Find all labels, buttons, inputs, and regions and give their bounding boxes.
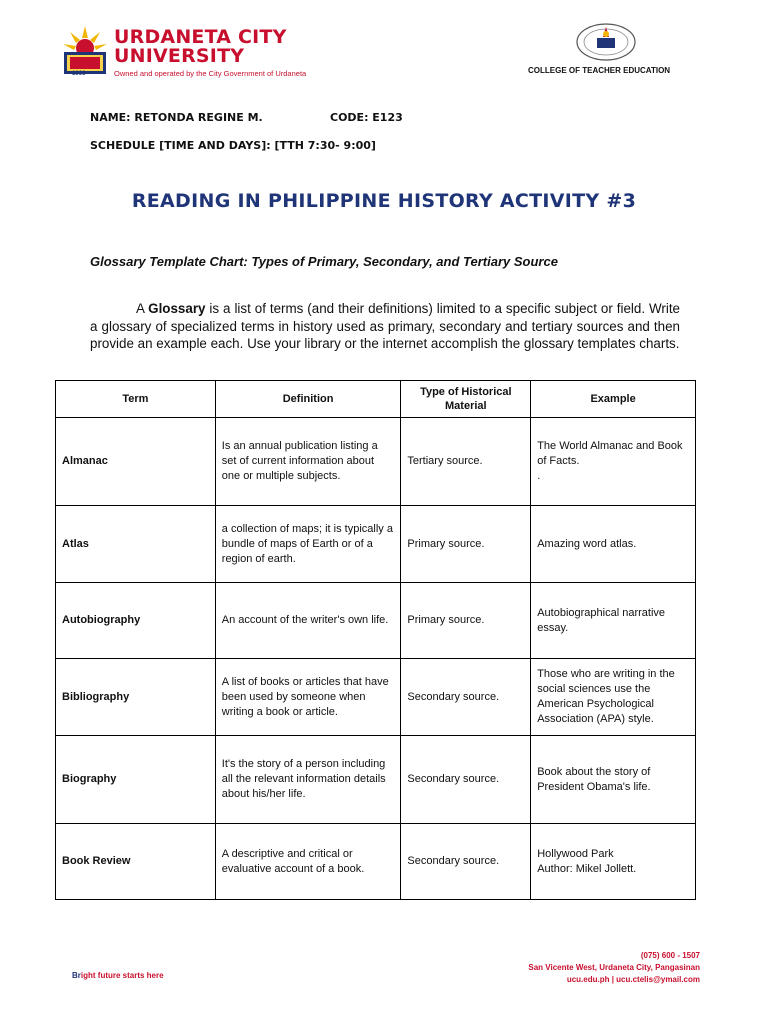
header-example: Example	[531, 381, 696, 418]
definition-cell: A list of books or articles that have been used by someone when writing a book or article.	[215, 659, 401, 736]
example-cell: Those who are writing in the social sciences use the American Psychological Association (APA) style.	[531, 659, 696, 736]
footer-address: San Vicente West, Urdaneta City, Pangasinan	[528, 963, 700, 972]
type-cell: Secondary source.	[401, 659, 531, 736]
footer-tagline-rest: ight future starts here	[80, 971, 164, 980]
table-row	[56, 506, 696, 583]
header-definition: Definition	[215, 381, 401, 418]
student-code: CODE: E123	[330, 111, 403, 124]
term-cell: Bibliography	[56, 659, 216, 736]
footer-contact	[528, 950, 700, 986]
table-row	[56, 736, 696, 824]
university-crest-icon	[60, 24, 110, 76]
example-cell: Autobiographical narrative essay.	[531, 583, 696, 659]
intro-glossary-term: Glossary	[148, 301, 206, 316]
footer-tagline	[72, 971, 164, 980]
logo-year: 1966	[72, 71, 86, 77]
university-name	[114, 28, 287, 66]
student-schedule: SCHEDULE [TIME AND DAYS]: [TTH 7:30- 9:00]	[90, 139, 376, 152]
intro-rest: is a list of terms (and their definitions) limited to a specific subject or field. Write a glossary of specialized terms in history used as primary, secondary and tertiary sources and then provide an example each. Use your library or the internet accomplish the glossary templates charts.	[90, 301, 680, 351]
type-cell: Tertiary source.	[401, 418, 531, 506]
table-row	[56, 583, 696, 659]
term-cell: Biography	[56, 736, 216, 824]
term-cell: Almanac	[56, 418, 216, 506]
definition-cell: It's the story of a person including all the relevant information details about his/her life.	[215, 736, 401, 824]
example-cell: Book about the story of President Obama's life.	[531, 736, 696, 824]
university-name-line1: URDANETA CITY	[114, 26, 287, 48]
definition-cell: a collection of maps; it is typically a bundle of maps of Earth or of a region of earth.	[215, 506, 401, 583]
footer-tagline-start: Br	[72, 971, 81, 980]
student-name: NAME: RETONDA REGINE M.	[90, 111, 263, 124]
example-cell: Amazing word atlas.	[531, 506, 696, 583]
college-name: COLLEGE OF TEACHER EDUCATION	[528, 66, 671, 75]
definition-cell: An account of the writer's own life.	[215, 583, 401, 659]
example-cell: The World Almanac and Book of Facts. .	[531, 418, 696, 506]
header-type: Type of Historical Material	[401, 381, 531, 418]
university-logo	[60, 24, 360, 80]
type-cell: Secondary source.	[401, 736, 531, 824]
college-seal-icon	[575, 22, 637, 62]
intro-prefix: A	[136, 301, 149, 316]
type-cell: Primary source.	[401, 583, 531, 659]
definition-cell: A descriptive and critical or evaluative account of a book.	[215, 824, 401, 900]
glossary-table	[55, 380, 696, 900]
term-cell: Atlas	[56, 506, 216, 583]
table-row	[56, 824, 696, 900]
page-title: READING IN PHILIPPINE HISTORY ACTIVITY #3	[131, 190, 637, 212]
footer-web-email: ucu.edu.ph | ucu.ctelis@ymail.com	[566, 975, 700, 984]
type-cell: Secondary source.	[401, 824, 531, 900]
intro-paragraph	[90, 300, 680, 353]
definition-cell: Is an annual publication listing a set of current information about one or multiple subjects.	[215, 418, 401, 506]
university-name-line2: UNIVERSITY	[114, 45, 245, 67]
term-cell: Book Review	[56, 824, 216, 900]
page-subtitle: Glossary Template Chart: Types of Primary, Secondary, and Tertiary Source	[90, 254, 558, 269]
table-row	[56, 418, 696, 506]
header-term: Term	[56, 381, 216, 418]
term-cell: Autobiography	[56, 583, 216, 659]
type-cell: Primary source.	[401, 506, 531, 583]
footer-phone: (075) 600 - 1507	[640, 951, 700, 960]
owned-by-text: Owned and operated by the City Government of Urdaneta	[114, 69, 307, 78]
table-row	[56, 659, 696, 736]
example-cell: Hollywood Park Author: Mikel Jollett.	[531, 824, 696, 900]
table-header-row	[56, 381, 696, 418]
